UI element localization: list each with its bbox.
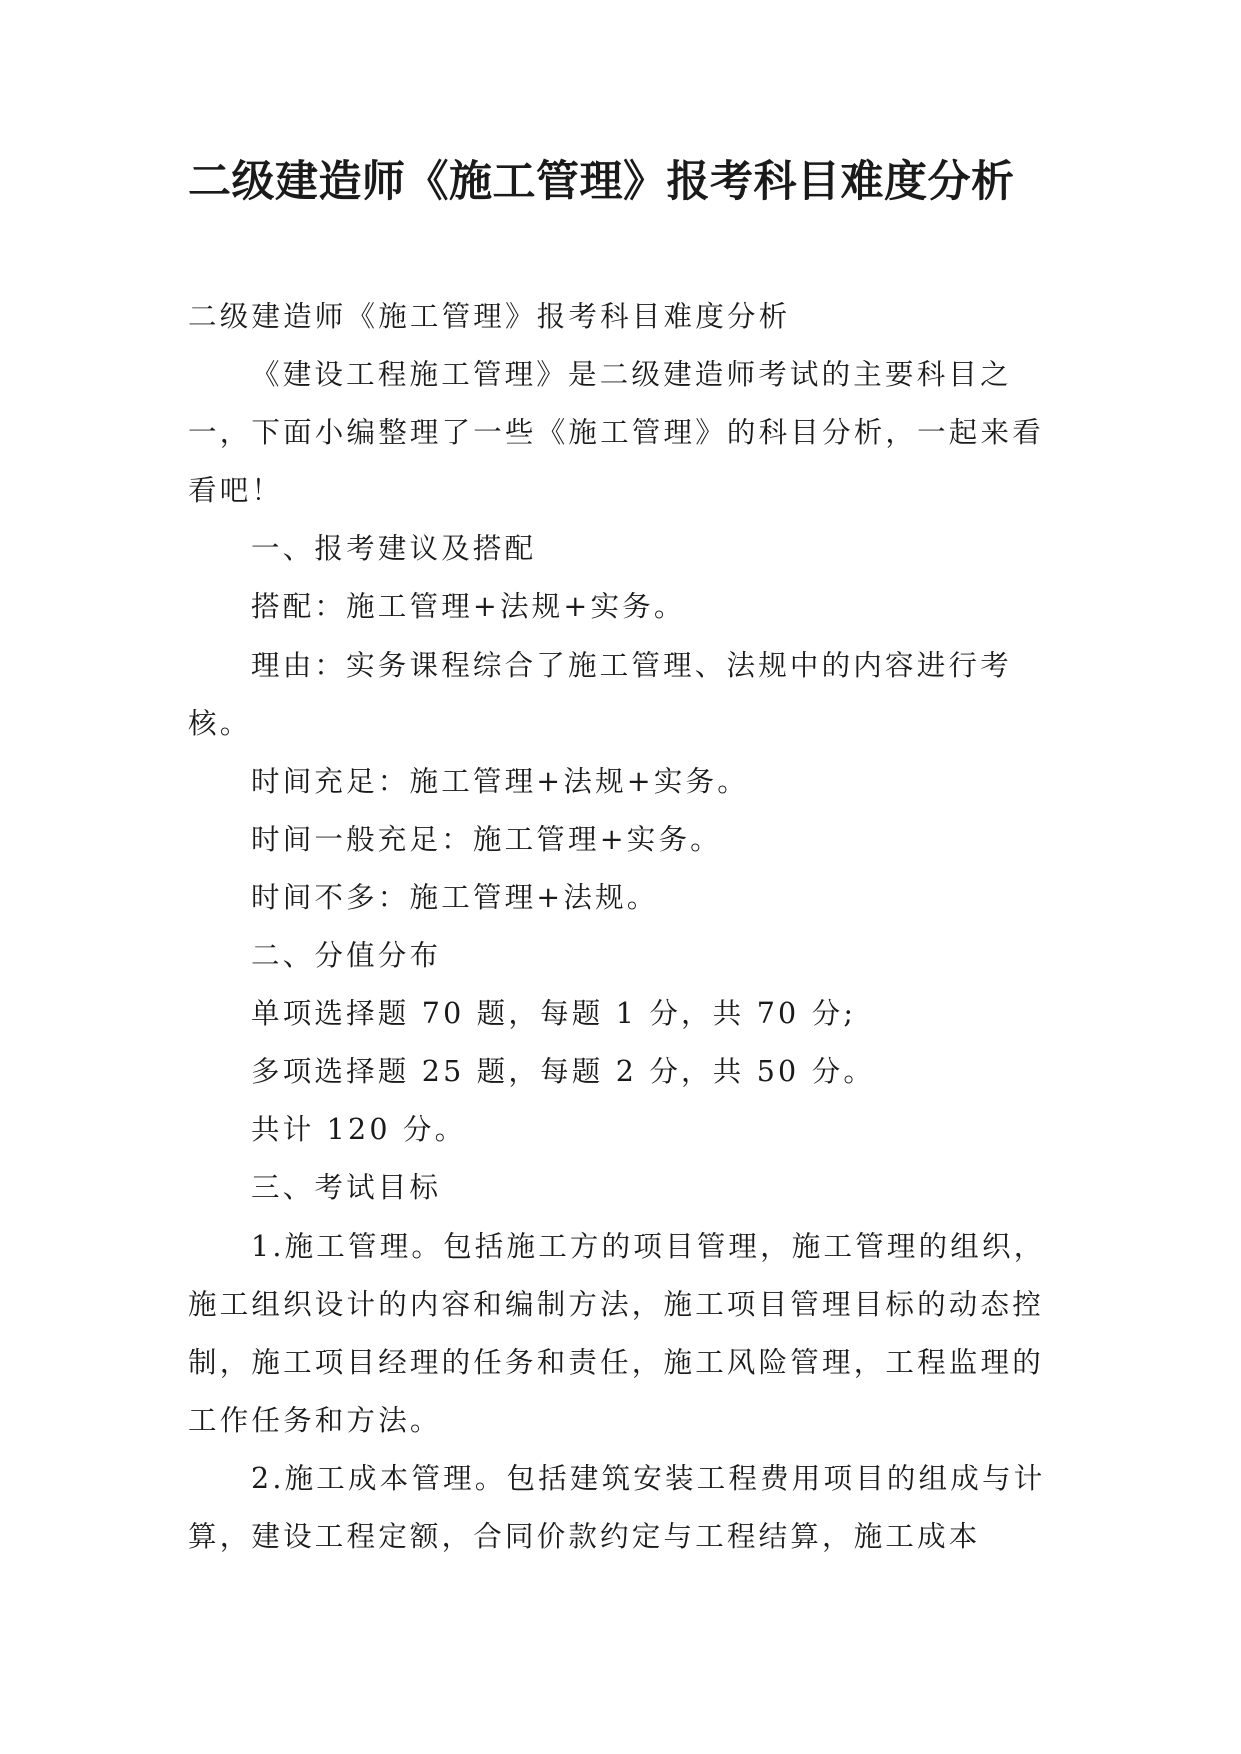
body-paragraph: 共计 120 分。 (251, 1113, 467, 1147)
body-paragraph: 理由：实务课程综合了施工管理、法规中的内容进行考核。 (188, 648, 1012, 740)
body-paragraph: 搭配：施工管理+法规+实务。 (251, 590, 686, 624)
body-paragraph: 2.施工成本管理。包括建筑安装工程费用项目的组成与计算，建设工程定额，合同价款约定与工程结算，施工成本 (188, 1461, 1046, 1553)
body-paragraph: 1.施工管理。包括施工方的项目管理，施工管理的组织，施工组织设计的内容和编制方法，施工项目管理目标的动态控制，施工项目经理的任务和责任，施工风险管理，工程监理的工作任务和方法。 (188, 1229, 1046, 1437)
document-title: 二级建造师《施工管理》报考科目难度分析 (188, 157, 1015, 207)
section-heading-3: 三、考试目标 (251, 1171, 442, 1205)
intro-paragraph: 《建设工程施工管理》是二级建造师考试的主要科目之一，下面小编整理了一些《施工管理》的科目分析，一起来看看吧！ (188, 358, 1044, 508)
body-paragraph: 单项选择题 70 题，每题 1 分，共 70 分; (251, 997, 857, 1031)
subtitle-paragraph: 二级建造师《施工管理》报考科目难度分析 (188, 300, 791, 333)
body-paragraph: 多项选择题 25 题，每题 2 分，共 50 分。 (251, 1055, 876, 1089)
body-paragraph: 时间充足：施工管理+法规+实务。 (251, 764, 749, 798)
section-heading-2: 二、分值分布 (251, 939, 442, 973)
section-heading-1: 一、报考建议及搭配 (251, 532, 537, 566)
body-paragraph: 时间不多：施工管理+法规。 (251, 880, 659, 914)
body-paragraph: 时间一般充足：施工管理+实务。 (251, 822, 722, 856)
document-body (188, 288, 1048, 1566)
